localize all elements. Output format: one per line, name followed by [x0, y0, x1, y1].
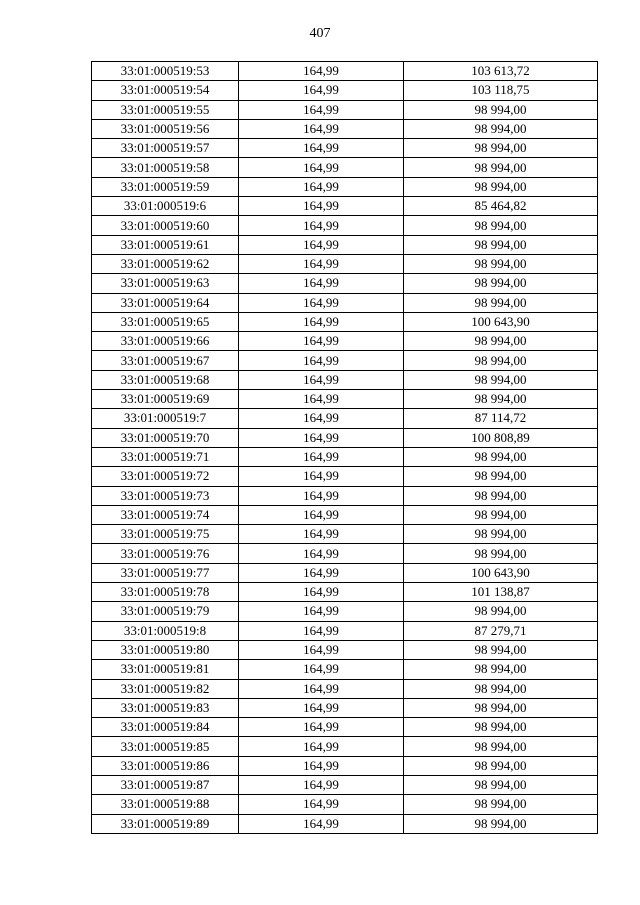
cadastral-number-cell: 33:01:000519:79 — [92, 602, 239, 621]
area-cell: 164,99 — [239, 81, 404, 100]
cadastral-number-cell: 33:01:000519:56 — [92, 119, 239, 138]
cadastral-number-cell: 33:01:000519:83 — [92, 698, 239, 717]
table-row — [92, 428, 598, 447]
table-row — [92, 698, 598, 717]
value-cell: 98 994,00 — [404, 775, 598, 794]
value-cell: 98 994,00 — [404, 390, 598, 409]
table-row — [92, 312, 598, 331]
area-cell: 164,99 — [239, 737, 404, 756]
value-cell: 98 994,00 — [404, 216, 598, 235]
area-cell: 164,99 — [239, 139, 404, 158]
table-row — [92, 254, 598, 273]
cadastral-number-cell: 33:01:000519:55 — [92, 100, 239, 119]
area-cell: 164,99 — [239, 718, 404, 737]
value-cell: 98 994,00 — [404, 274, 598, 293]
table-row — [92, 81, 598, 100]
value-cell: 98 994,00 — [404, 814, 598, 833]
area-cell: 164,99 — [239, 370, 404, 389]
cadastral-number-cell: 33:01:000519:64 — [92, 293, 239, 312]
table-row — [92, 216, 598, 235]
cadastral-number-cell: 33:01:000519:59 — [92, 177, 239, 196]
area-cell: 164,99 — [239, 447, 404, 466]
value-cell: 98 994,00 — [404, 795, 598, 814]
area-cell: 164,99 — [239, 390, 404, 409]
area-cell: 164,99 — [239, 525, 404, 544]
table-row — [92, 718, 598, 737]
table-row — [92, 525, 598, 544]
cadastral-number-cell: 33:01:000519:61 — [92, 235, 239, 254]
value-cell: 98 994,00 — [404, 467, 598, 486]
value-cell: 87 114,72 — [404, 409, 598, 428]
cadastral-number-cell: 33:01:000519:72 — [92, 467, 239, 486]
table-row — [92, 544, 598, 563]
value-cell: 87 279,71 — [404, 621, 598, 640]
cadastral-number-cell: 33:01:000519:80 — [92, 640, 239, 659]
area-cell: 164,99 — [239, 119, 404, 138]
area-cell: 164,99 — [239, 660, 404, 679]
area-cell: 164,99 — [239, 216, 404, 235]
table-row — [92, 177, 598, 196]
area-cell: 164,99 — [239, 583, 404, 602]
area-cell: 164,99 — [239, 254, 404, 273]
cadastral-number-cell: 33:01:000519:66 — [92, 332, 239, 351]
table-row — [92, 737, 598, 756]
cadastral-number-cell: 33:01:000519:53 — [92, 62, 239, 81]
table-row — [92, 756, 598, 775]
table-row — [92, 602, 598, 621]
table-row — [92, 795, 598, 814]
area-cell: 164,99 — [239, 351, 404, 370]
value-cell: 101 138,87 — [404, 583, 598, 602]
area-cell: 164,99 — [239, 274, 404, 293]
area-cell: 164,99 — [239, 621, 404, 640]
cadastral-number-cell: 33:01:000519:6 — [92, 197, 239, 216]
cadastral-number-cell: 33:01:000519:57 — [92, 139, 239, 158]
area-cell: 164,99 — [239, 62, 404, 81]
cadastral-number-cell: 33:01:000519:82 — [92, 679, 239, 698]
table-row — [92, 332, 598, 351]
table-row — [92, 62, 598, 81]
value-cell: 98 994,00 — [404, 235, 598, 254]
area-cell: 164,99 — [239, 177, 404, 196]
area-cell: 164,99 — [239, 756, 404, 775]
table-row — [92, 197, 598, 216]
value-cell: 103 118,75 — [404, 81, 598, 100]
table-row — [92, 119, 598, 138]
area-cell: 164,99 — [239, 698, 404, 717]
value-cell: 98 994,00 — [404, 756, 598, 775]
area-cell: 164,99 — [239, 197, 404, 216]
cadastral-number-cell: 33:01:000519:65 — [92, 312, 239, 331]
cadastral-number-cell: 33:01:000519:69 — [92, 390, 239, 409]
cadastral-number-cell: 33:01:000519:54 — [92, 81, 239, 100]
area-cell: 164,99 — [239, 679, 404, 698]
table-row — [92, 660, 598, 679]
cadastral-number-cell: 33:01:000519:88 — [92, 795, 239, 814]
area-cell: 164,99 — [239, 602, 404, 621]
area-cell: 164,99 — [239, 544, 404, 563]
cadastral-number-cell: 33:01:000519:68 — [92, 370, 239, 389]
table-row — [92, 447, 598, 466]
value-cell: 100 643,90 — [404, 312, 598, 331]
table-body — [92, 62, 598, 834]
cadastral-number-cell: 33:01:000519:74 — [92, 505, 239, 524]
table-row — [92, 640, 598, 659]
table-row — [92, 235, 598, 254]
value-cell: 98 994,00 — [404, 660, 598, 679]
area-cell: 164,99 — [239, 293, 404, 312]
value-cell: 103 613,72 — [404, 62, 598, 81]
area-cell: 164,99 — [239, 409, 404, 428]
area-cell: 164,99 — [239, 505, 404, 524]
value-cell: 98 994,00 — [404, 505, 598, 524]
value-cell: 100 643,90 — [404, 563, 598, 582]
page-number: 407 — [309, 26, 331, 41]
area-cell: 164,99 — [239, 235, 404, 254]
value-cell: 98 994,00 — [404, 100, 598, 119]
area-cell: 164,99 — [239, 795, 404, 814]
table-row — [92, 370, 598, 389]
table-row — [92, 100, 598, 119]
value-cell: 98 994,00 — [404, 293, 598, 312]
table-row — [92, 293, 598, 312]
area-cell: 164,99 — [239, 775, 404, 794]
value-cell: 98 994,00 — [404, 158, 598, 177]
area-cell: 164,99 — [239, 428, 404, 447]
area-cell: 164,99 — [239, 814, 404, 833]
value-cell: 98 994,00 — [404, 139, 598, 158]
table-row — [92, 583, 598, 602]
cadastral-number-cell: 33:01:000519:71 — [92, 447, 239, 466]
table-row — [92, 274, 598, 293]
cadastral-number-cell: 33:01:000519:75 — [92, 525, 239, 544]
table-row — [92, 563, 598, 582]
cadastral-number-cell: 33:01:000519:7 — [92, 409, 239, 428]
cadastral-number-cell: 33:01:000519:67 — [92, 351, 239, 370]
value-cell: 98 994,00 — [404, 544, 598, 563]
cadastral-number-cell: 33:01:000519:87 — [92, 775, 239, 794]
value-cell: 98 994,00 — [404, 370, 598, 389]
cadastral-number-cell: 33:01:000519:84 — [92, 718, 239, 737]
area-cell: 164,99 — [239, 467, 404, 486]
table-row — [92, 139, 598, 158]
value-cell: 98 994,00 — [404, 447, 598, 466]
cadastral-number-cell: 33:01:000519:89 — [92, 814, 239, 833]
cadastral-number-cell: 33:01:000519:73 — [92, 486, 239, 505]
value-cell: 98 994,00 — [404, 679, 598, 698]
table-row — [92, 486, 598, 505]
value-cell: 85 464,82 — [404, 197, 598, 216]
cadastral-number-cell: 33:01:000519:63 — [92, 274, 239, 293]
value-cell: 98 994,00 — [404, 119, 598, 138]
value-cell: 98 994,00 — [404, 698, 598, 717]
value-cell: 98 994,00 — [404, 525, 598, 544]
table-row — [92, 409, 598, 428]
cadastral-number-cell: 33:01:000519:77 — [92, 563, 239, 582]
table-row — [92, 775, 598, 794]
value-cell: 100 808,89 — [404, 428, 598, 447]
value-cell: 98 994,00 — [404, 602, 598, 621]
table-row — [92, 621, 598, 640]
table-row — [92, 351, 598, 370]
table-row — [92, 505, 598, 524]
area-cell: 164,99 — [239, 563, 404, 582]
value-cell: 98 994,00 — [404, 351, 598, 370]
value-cell: 98 994,00 — [404, 737, 598, 756]
value-cell: 98 994,00 — [404, 254, 598, 273]
cadastral-number-cell: 33:01:000519:85 — [92, 737, 239, 756]
area-cell: 164,99 — [239, 312, 404, 331]
cadastral-number-cell: 33:01:000519:78 — [92, 583, 239, 602]
data-table — [91, 61, 598, 834]
table-row — [92, 814, 598, 833]
table-row — [92, 158, 598, 177]
value-cell: 98 994,00 — [404, 177, 598, 196]
area-cell: 164,99 — [239, 640, 404, 659]
area-cell: 164,99 — [239, 486, 404, 505]
value-cell: 98 994,00 — [404, 332, 598, 351]
cadastral-number-cell: 33:01:000519:76 — [92, 544, 239, 563]
value-cell: 98 994,00 — [404, 718, 598, 737]
table-row — [92, 679, 598, 698]
value-cell: 98 994,00 — [404, 486, 598, 505]
area-cell: 164,99 — [239, 332, 404, 351]
cadastral-number-cell: 33:01:000519:81 — [92, 660, 239, 679]
table-row — [92, 467, 598, 486]
cadastral-number-cell: 33:01:000519:60 — [92, 216, 239, 235]
cadastral-number-cell: 33:01:000519:58 — [92, 158, 239, 177]
cadastral-number-cell: 33:01:000519:62 — [92, 254, 239, 273]
cadastral-number-cell: 33:01:000519:8 — [92, 621, 239, 640]
table-row — [92, 390, 598, 409]
area-cell: 164,99 — [239, 100, 404, 119]
value-cell: 98 994,00 — [404, 640, 598, 659]
area-cell: 164,99 — [239, 158, 404, 177]
cadastral-number-cell: 33:01:000519:86 — [92, 756, 239, 775]
cadastral-number-cell: 33:01:000519:70 — [92, 428, 239, 447]
